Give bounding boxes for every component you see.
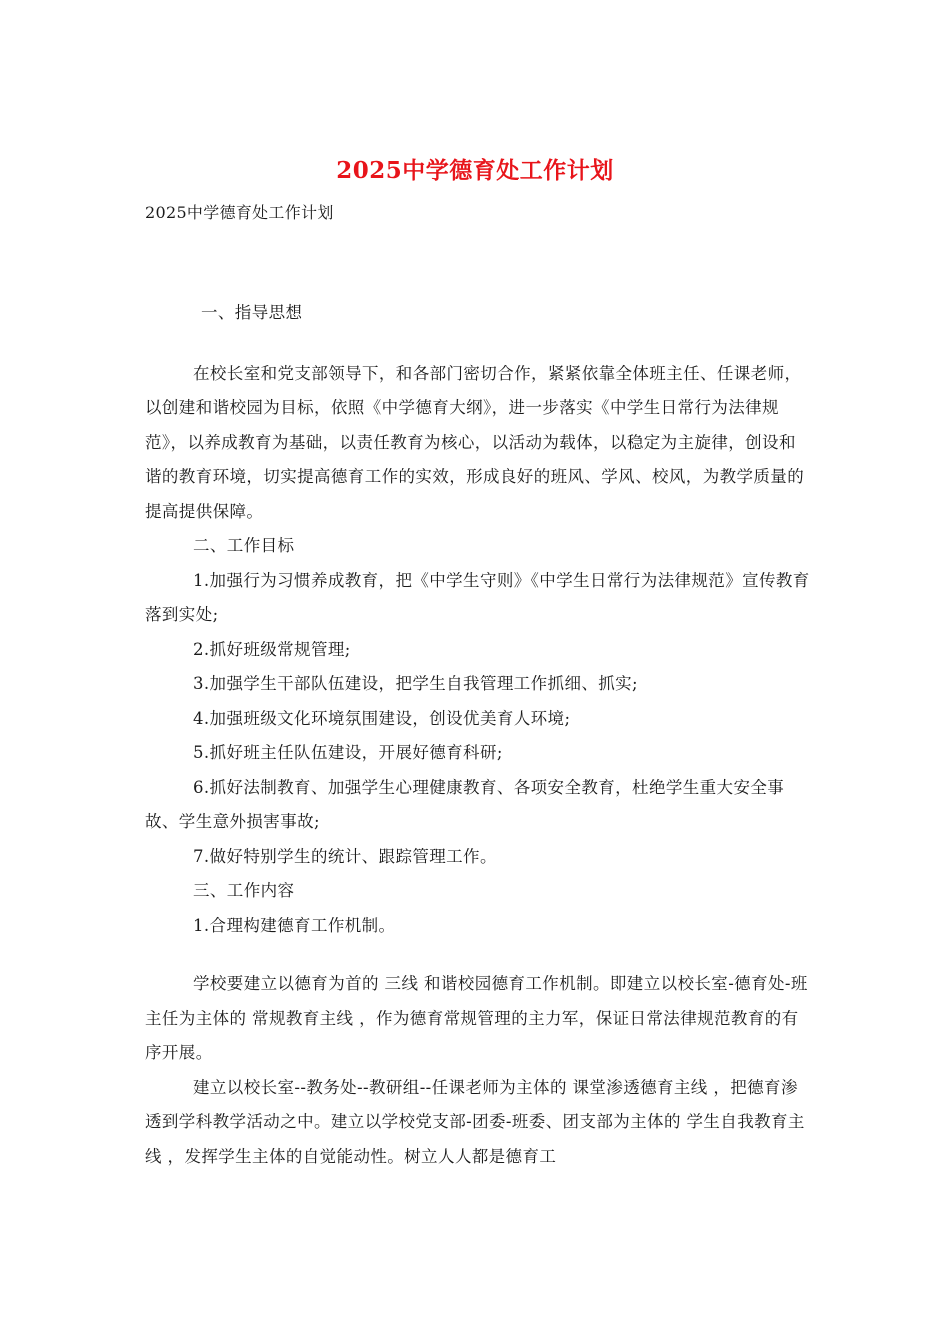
paragraph-classroom-line: 建立以校长室--教务处--教研组--任课老师为主体的 课堂渗透德育主线 ，把德育渗透到学科教学活动之中。建立以学校党支部-团委-班委、团支部为主体的 学生自我教育主线 ，发挥学生主体的自觉能动性。树立人人都是德育工 [145,1077,805,1166]
list-item-goal-2: 2.抓好班级常规管理; [193,639,351,659]
list-item-goal-3: 3.加强学生干部队伍建设，把学生自我管理工作抓细、抓实; [193,674,639,693]
list-item-goal-6: 6.抓好法制教育、加强学生心理健康教育、各项安全教育，杜绝学生重大安全事故、学生意外损害事故; [145,777,785,831]
paragraph-guiding-ideology: 在校长室和党支部领导下，和各部门密切合作，紧紧依靠全体班主任、任课老师，以创建和谐校园为目标，依照《中学德育大纲》，进一步落实《中学生日常行为法律规范》，以养成教育为基础，以责任教育为核心，以活动为载体，以稳定为主旋律，创设和谐的教育环境，切实提高德育工作的实效，形成良好的班风、学风、校风，为教学质量的提高提供保障。 [145,363,805,521]
list-item-goal-4: 4.加强班级文化环境氛围建设，创设优美育人环境; [193,708,571,728]
section-heading-work-content: 三、工作内容 [193,881,295,900]
document-title: 2025中学德育处工作计划 [336,157,614,184]
document-subtitle: 2025中学德育处工作计划 [145,203,334,222]
subsection-heading-mechanism: 1.合理构建德育工作机制。 [193,915,396,935]
paragraph-three-lines: 学校要建立以德育为首的 三线 和谐校园德育工作机制。即建立以校长室-德育处-班主任为主体的 常规教育主线 ，作为德育常规管理的主力军，保证日常法律规范教育的有序开展。 [145,974,808,1062]
list-item-goal-5: 5.抓好班主任队伍建设，开展好德育科研; [193,743,503,762]
section-heading-work-goals: 二、工作目标 [193,536,295,555]
section-heading-guiding-ideology: 一、指导思想 [201,303,303,322]
list-item-goal-1: 1.加强行为习惯养成教育，把《中学生守则》《中学生日常行为法律规范》宣传教育落到实处; [145,570,810,624]
document-body [145,296,810,1174]
list-item-goal-7: 7.做好特别学生的统计、跟踪管理工作。 [193,846,497,866]
